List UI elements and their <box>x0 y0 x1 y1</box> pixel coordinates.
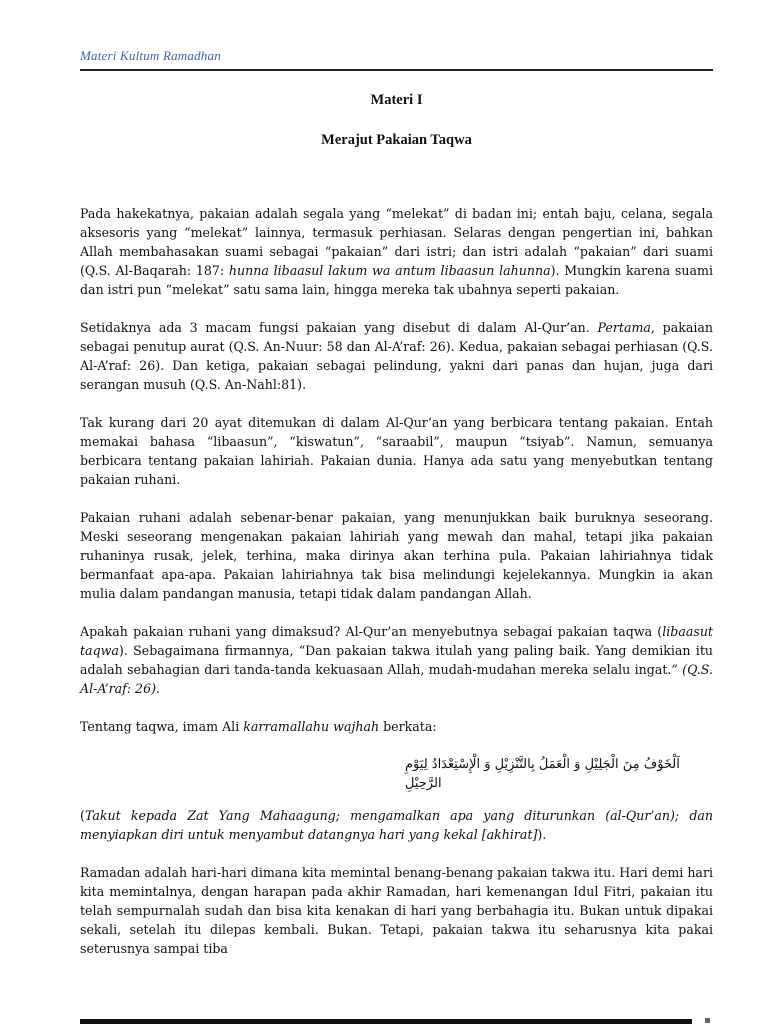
document-body <box>80 204 713 977</box>
text-run: Setidaknya ada 3 macam fungsi pakaian yang disebut di dalam Al-Qur’an. <box>80 320 598 335</box>
translation-italic: Takut kepada Zat Yang Mahaagung; mengamalkan apa yang diturunkan (al-Qur’an); dan menyiapkan diri untuk menyambut datangnya hari yang kekal [akhirat] <box>80 808 713 842</box>
document-title: Merajut Pakaian Taqwa <box>321 132 472 148</box>
footer-mark <box>705 1018 710 1023</box>
paragraph-5 <box>80 622 713 698</box>
text-run: berkata: <box>379 719 437 734</box>
paragraph-4: Pakaian ruhani adalah sebenar-benar pakaian, yang menunjukkan baik buruknya seseorang. Meski seseorang mengenakan pakaian lahiriah yang mewah dan mahal, tetapi jika pakaian ruhaninya rusak, jelek, terhina, maka dirinya akan terhina pula. Pakaian lahiriahnya tidak bermanfaat apa-apa. Pakaian lahiriahnya tak bisa melindungi kejelekannya. Mungkin ia akan mulia dalam pandangan manusia, tetapi tidak dalam pandangan Allah. <box>80 510 713 601</box>
italic-term: libaasut taqwa <box>80 624 713 658</box>
text-run: Pada hakekatnya, pakaian adalah segala yang “melekat” di badan ini; entah baju, celana, segala aksesoris yang “melekat” lainnya, termasuk perhiasan. Selaras dengan pengertian ini, bahkan Allah membahasakan suami sebagai “pakaian” dari istri; dan istri adalah “pakaian” dari suami (Q.S. Al-Baqarah: 187: <box>80 206 713 278</box>
paragraph-3: Tak kurang dari 20 ayat ditemukan di dalam Al-Qur’an yang berbicara tentang pakaian. Entah memakai bahasa “libaasun”, “kiswatun”, “saraabil”, maupun “tsiyab”. Namun, semuanya berbicara tentang pakaian lahiriah. Pakaian dunia. Hanya ada satu yang menyebutkan tentang pakaian ruhani. <box>80 415 713 487</box>
arabic-quote: اَلْخَوْفُ مِنَ الْجَلِيْلِ وَ الْعَمَلُ بِالتَّنْزِيْلِ وَ الْإِسْتِعْدَادُ لِيَوْمِ الرَّحِيْلِ <box>405 757 680 791</box>
text-run: ). <box>537 827 547 842</box>
running-header: Materi Kultum Ramadhan <box>80 48 221 63</box>
paragraph-7-translation <box>80 806 713 844</box>
quran-quote-italic: hunna libaasul lakum wa antum libaasun lahunna <box>228 263 551 278</box>
section-number: Materi I <box>370 92 423 108</box>
paragraph-2 <box>80 318 713 394</box>
text-run: Apakah pakaian ruhani yang dimaksud? Al-Qur’an menyebutnya sebagai pakaian taqwa ( <box>80 624 663 639</box>
citation: ” (Q.S. Al-A’raf: 26). <box>80 662 713 696</box>
footer-divider <box>80 1019 692 1024</box>
header-divider <box>80 69 713 71</box>
text-run: , pakaian sebagai penutup aurat (Q.S. An-Nuur: 58 dan Al-A’raf: 26). Kedua, pakaian sebagai perhiasan (Q.S. Al-A’raf: 26). Dan ketiga, pakaian sebagai pelindung, yakni dari panas dan hujan, juga dari serangan musuh (Q.S. An-Nahl:81). <box>80 320 713 392</box>
text-run: ( <box>80 808 85 823</box>
text-run: Tentang taqwa, imam Ali <box>80 719 244 734</box>
italic-term: Pertama <box>597 320 651 335</box>
text-run: ). Mungkin karena suami dan istri pun “melekat” satu sama lain, hingga mereka tak ubahnya seperti pakaian. <box>80 263 713 297</box>
paragraph-8: Ramadan adalah hari-hari dimana kita memintal benang-benang pakaian takwa itu. Hari demi hari kita memintalnya, dengan harapan pada akhir Ramadan, hari kemenangan Idul Fitri, pakaian itu telah sempurnalah sudah dan bisa kita kenakan di hari yang berbahagia itu. Bukan untuk dipakai sekali, setelah itu dilepas kembali. Bukan. Tetapi, pakaian takwa itu seharusnya kita pakai seterusnya sampai tiba <box>80 865 713 956</box>
text-run: ). Sebagaimana firmannya, “Dan pakaian takwa itulah yang paling baik. Yang demikian itu adalah sebahagian dari tanda-tanda kekuasaan Allah, mudah-mudahan mereka selalu ingat. <box>80 643 713 677</box>
paragraph-1 <box>80 204 713 299</box>
paragraph-6 <box>80 717 713 736</box>
italic-term: karramallahu wajhah <box>243 719 380 734</box>
